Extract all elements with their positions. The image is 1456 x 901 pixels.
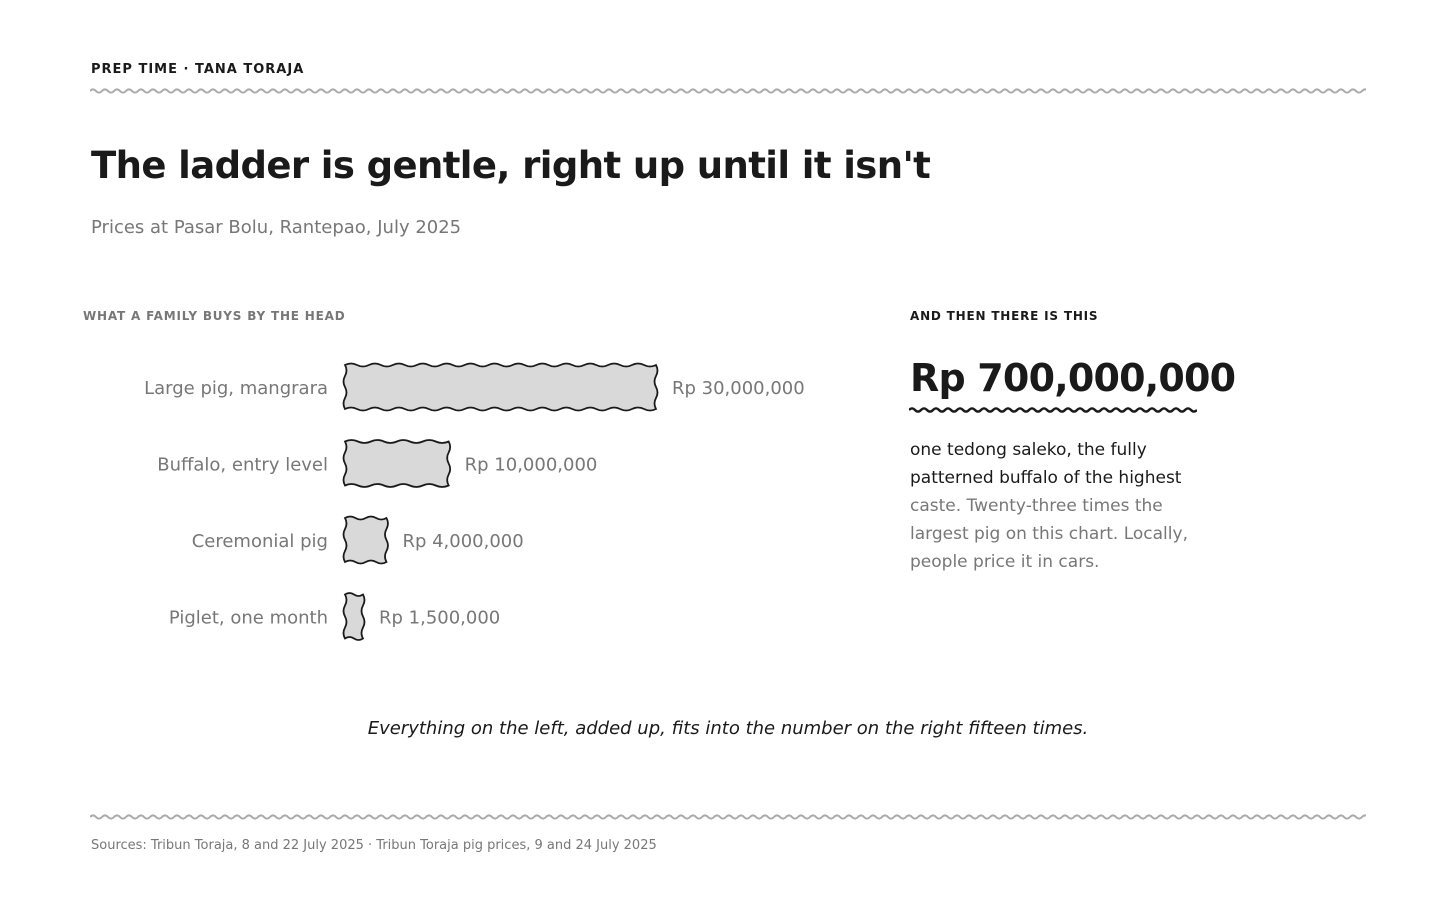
value-label: Rp 4,000,000 (402, 531, 524, 552)
category-label: Large pig, mangrara (144, 378, 328, 399)
sources-note: Sources: Tribun Toraja, 8 and 22 July 2025 · Tribun Toraja pig prices, 9 and 24 July 2025 (91, 838, 657, 853)
callout-wavy-underline (909, 404, 1197, 416)
category-label: Ceremonial pig (191, 531, 328, 552)
top-wavy-rule (90, 86, 1366, 96)
category-label: Buffalo, entry level (157, 454, 328, 476)
footnote: Everything on the left, added up, fits into the number on the right fifteen times. (367, 718, 1089, 739)
chart-subtitle: Prices at Pasar Bolu, Rantepao, July 2025 (91, 217, 462, 238)
value-label: Rp 10,000,000 (464, 454, 598, 476)
left-section-label: WHAT A FAMILY BUYS BY THE HEAD (83, 309, 346, 323)
right-section-label: AND THEN THERE IS THIS (910, 309, 1099, 323)
price-bar-chart (0, 340, 880, 660)
category-label: Piglet, one month (168, 607, 328, 629)
callout-lead-text: one tedong saleko, the fully patterned buffalo of the highest (910, 440, 1182, 488)
kicker: PREP TIME · TANA TORAJA (91, 62, 305, 77)
value-label: Rp 30,000,000 (672, 378, 805, 399)
chart-title: The ladder is gentle, right up until it isn't (91, 144, 931, 187)
callout-rest-text: caste. Twenty-three times the largest pig on this chart. Locally, people price it in cars. (910, 496, 1188, 572)
value-label: Rp 1,500,000 (379, 607, 501, 629)
bottom-wavy-rule (90, 812, 1366, 822)
price-bar (344, 593, 365, 640)
price-bar (344, 440, 451, 487)
callout-value: Rp 700,000,000 (910, 356, 1236, 400)
callout-text (910, 436, 1200, 576)
price-bar (344, 517, 388, 564)
price-bar (344, 364, 658, 411)
